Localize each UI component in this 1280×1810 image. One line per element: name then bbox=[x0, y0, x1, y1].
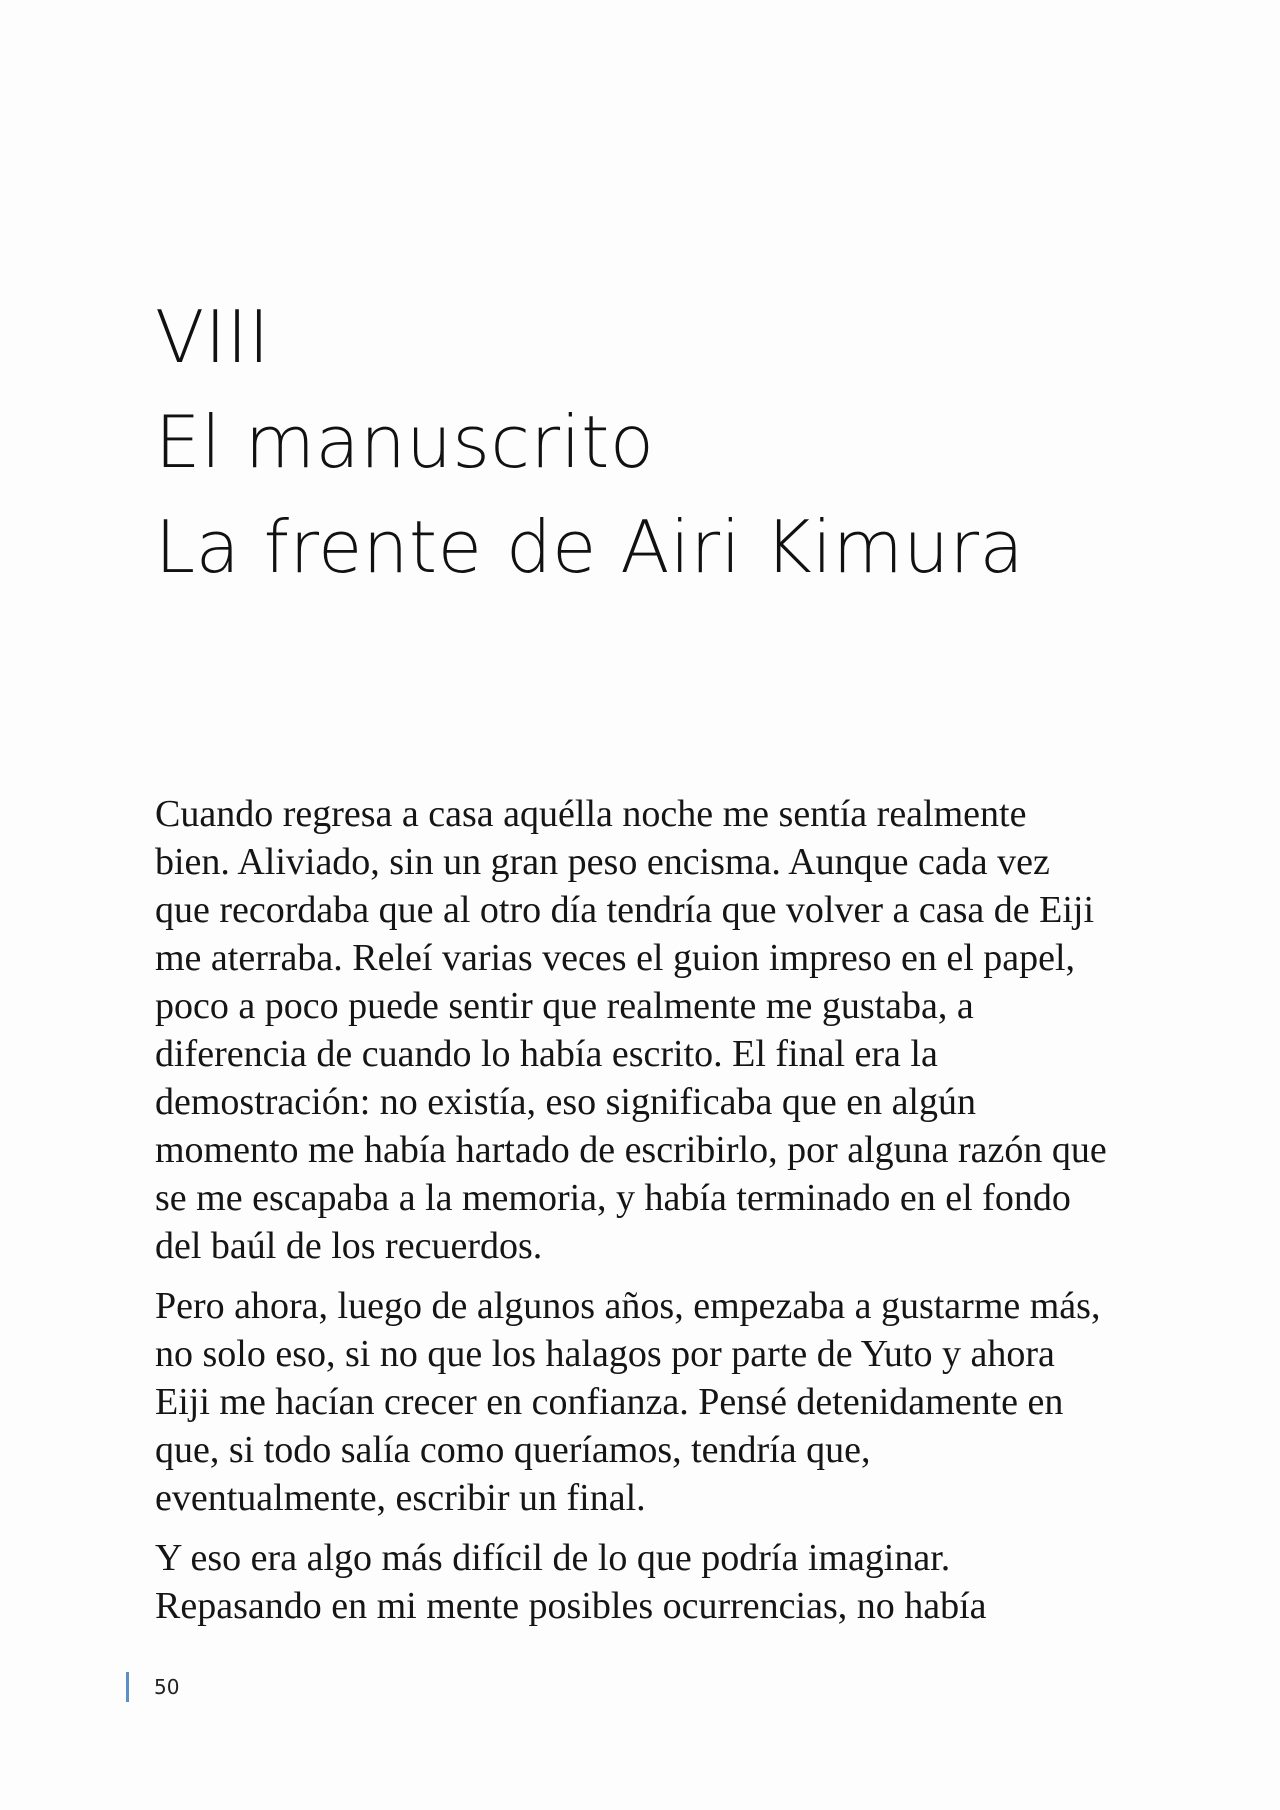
text-line: bien. Aliviado, sin un gran peso encisma. Aunque cada vez bbox=[155, 841, 1050, 883]
chapter-title: El manuscrito bbox=[155, 400, 655, 484]
chapter-number: VIII bbox=[155, 295, 270, 379]
text-line: no solo eso, si no que los halagos por parte de Yuto y ahora bbox=[155, 1333, 1055, 1375]
paragraph-3 bbox=[155, 1534, 1145, 1630]
chapter-subtitle: La frente de Airi Kimura bbox=[155, 505, 1025, 589]
page-footer bbox=[126, 1672, 179, 1702]
text-line: momento me había hartado de escribirlo, por alguna razón que bbox=[155, 1129, 1107, 1171]
text-line: que recordaba que al otro día tendría que volver a casa de Eiji bbox=[155, 889, 1095, 931]
page-number: 50 bbox=[154, 1675, 180, 1699]
paragraph-2 bbox=[155, 1282, 1145, 1522]
text-line: se me escapaba a la memoria, y había terminado en el fondo bbox=[155, 1177, 1071, 1219]
footer-accent-bar bbox=[126, 1672, 129, 1702]
text-line: eventualmente, escribir un final. bbox=[155, 1477, 646, 1519]
text-line: Pero ahora, luego de algunos años, empezaba a gustarme más, bbox=[155, 1285, 1101, 1327]
body-text bbox=[155, 790, 1145, 1642]
paragraph-1 bbox=[155, 790, 1145, 1270]
text-line: me aterraba. Releí varias veces el guion impreso en el papel, bbox=[155, 937, 1076, 979]
text-line: Y eso era algo más difícil de lo que podría imaginar. bbox=[155, 1537, 951, 1579]
chapter-heading bbox=[155, 285, 1155, 600]
text-line: demostración: no existía, eso significaba que en algún bbox=[155, 1081, 976, 1123]
text-line: Eiji me hacían crecer en confianza. Pensé detenidamente en bbox=[155, 1381, 1064, 1423]
text-line: diferencia de cuando lo había escrito. El final era la bbox=[155, 1033, 938, 1075]
text-line: que, si todo salía como queríamos, tendría que, bbox=[155, 1429, 871, 1471]
text-line: poco a poco puede sentir que realmente me gustaba, a bbox=[155, 985, 974, 1027]
text-line: Cuando regresa a casa aquélla noche me sentía realmente bbox=[155, 793, 1027, 835]
text-line: del baúl de los recuerdos. bbox=[155, 1225, 543, 1267]
text-line: Repasando en mi mente posibles ocurrencias, no había bbox=[155, 1585, 987, 1627]
